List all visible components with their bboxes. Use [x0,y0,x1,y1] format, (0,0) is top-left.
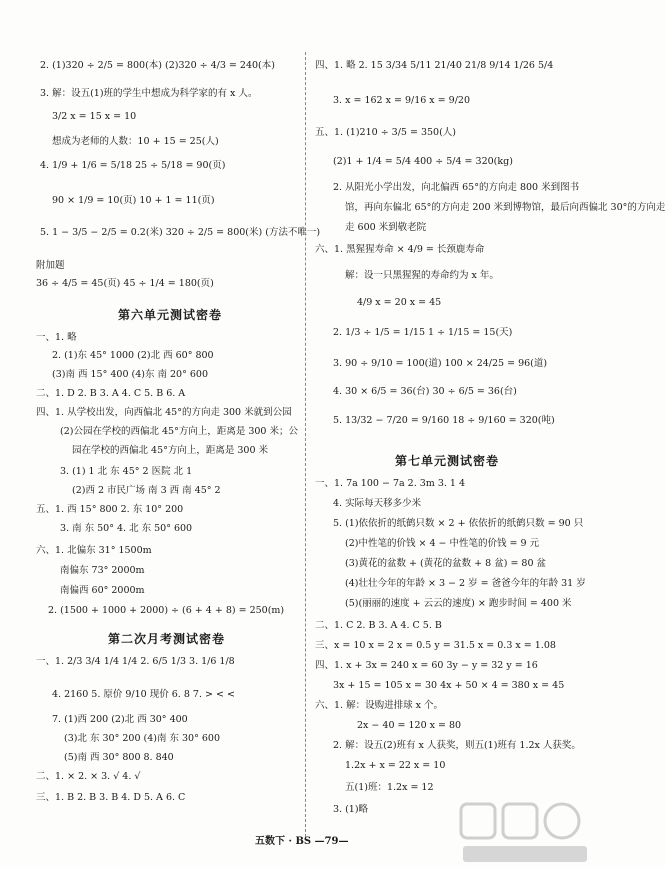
answer-line: 三、x = 10 x = 2 x = 0.5 y = 31.5 x = 0.3 x = 1.08 [315,640,556,651]
answer-line: 园在学校的西偏北 45°方向上，距离是 300 米 [72,445,269,456]
answer-line: 4. 2160 5. 原价 9/10 现价 6. 8 7. > < < [52,689,235,700]
answer-line: 2. (1)东 45° 1000 (2)北 西 60° 800 [52,350,214,361]
answer-line: 5. (1)依依折的纸鹤只数 × 2 + 依依折的纸鹤只数 = 90 只 [333,518,584,529]
answer-line: 六、1. 黑猩猩寿命 × 4/9 = 长颈鹿寿命 [315,244,485,255]
answer-line: (2)中性笔的价钱 × 4 − 中性笔的价钱 = 9 元 [345,538,540,549]
answer-line: 5. 13/32 − 7/20 = 9/160 18 ÷ 9/160 = 320(吨) [333,415,555,426]
answer-line: 南偏西 60° 2000m [60,585,145,596]
answer-line: 三、1. B 2. B 3. B 4. D 5. A 6. C [36,792,186,803]
answer-line: (2)1 + 1/4 = 5/4 400 ÷ 5/4 = 320(kg) [333,156,513,167]
answer-line: 2. 1/3 ÷ 1/5 = 1/15 1 ÷ 1/15 = 15(天) [333,327,513,338]
answer-line: 3. 90 ÷ 9/10 = 100(道) 100 × 24/25 = 96(道) [333,358,548,369]
answer-line: 走 600 米到敬老院 [345,222,427,233]
answer-line: 六、1. 北偏东 31° 1500m [36,545,152,556]
answer-line: 2. (1)320 ÷ 2/5 = 800(本) (2)320 ÷ 4/3 = 240(本) [40,60,275,71]
answer-line: 3. 南 东 50° 4. 北 东 50° 600 [60,523,193,534]
answer-line: 4. 实际每天移多少米 [333,498,422,509]
answer-line: 五、1. (1)210 ÷ 3/5 = 350(人) [315,127,457,138]
answer-line: (5)南 西 30° 800 8. 840 [64,752,174,763]
answer-line: 五、1. 西 15° 800 2. 东 10° 200 [36,504,184,515]
answer-line: 3. x = 162 x = 9/16 x = 9/20 [333,95,470,106]
answer-line: (2)西 2 市民广场 南 3 西 南 45° 2 [72,485,221,496]
answer-line: 想成为老师的人数：10 + 15 = 25(人) [52,136,219,147]
answer-line: (5)(丽丽的速度 + 云云的速度) × 跑步时间 = 400 米 [345,598,572,609]
answer-line: 4. 30 × 6/5 = 36(台) 30 ÷ 6/5 = 36(台) [333,386,517,397]
answer-line: 3. 解：设五(1)班的学生中想成为科学家的有 x 人。 [40,88,258,99]
right-column [305,0,665,869]
answer-line: 2. 解：设五(2)班有 x 人获奖，则五(1)班有 1.2x 人获奖。 [333,740,581,751]
answer-line: (2)公园在学校的西偏北 45°方向上，距离是 300 米；公 [60,426,298,437]
left-column [0,0,321,869]
answer-line: 1.2x + x = 22 x = 10 [345,760,446,771]
answer-line: 3/2 x = 15 x = 10 [52,111,137,122]
answer-line: 四、1. 从学校出发，向西偏北 45°的方向走 300 米就到公园 [36,407,292,418]
answer-line: 4/9 x = 20 x = 45 [357,297,442,308]
answer-line: 附加题 [36,260,65,271]
answer-line: 2x − 40 = 120 x = 80 [357,720,462,731]
section-heading: 第六单元测试密卷 [118,308,223,322]
answer-line: 90 × 1/9 = 10(页) 10 + 1 = 11(页) [52,195,215,206]
answer-line: 解：设一只黑猩猩的寿命约为 x 年。 [345,270,499,281]
section-heading: 第七单元测试密卷 [395,454,500,468]
answer-line: 五(1)班：1.2x = 12 [345,782,434,793]
answer-line: 2. (1500 + 1000 + 2000) ÷ (6 + 4 + 8) = 250(m) [48,605,285,616]
answer-line: 四、1. x + 3x = 240 x = 60 3y − y = 32 y = 16 [315,660,538,671]
answer-line: 5. 1 − 3/5 − 2/5 = 0.2(米) 320 ÷ 2/5 = 800(米) (方法不唯一) [40,227,321,238]
answer-line: 7. (1)西 200 (2)北 西 30° 400 [52,714,188,725]
answer-line: 馆，再向东偏北 65°的方向走 200 米到博物馆，最后向西偏北 30°的方向走 [345,202,665,213]
page-footer: 五数下 · BS —79— [255,836,349,847]
answer-line: 36 ÷ 4/5 = 45(页) 45 ÷ 1/4 = 180(页) [36,278,214,289]
section-heading: 第二次月考测试密卷 [108,632,226,646]
answer-line: 六、1. 解：设购进排球 x 个。 [315,700,443,711]
answer-line: 二、1. D 2. B 3. A 4. C 5. B 6. A [36,388,186,399]
answer-line: 3. (1) 1 北 东 45° 2 医院 北 1 [60,466,193,477]
answer-line: 2. 从阳光小学出发，向北偏西 65°的方向走 800 米到图书 [333,182,580,193]
answer-line: 四、1. 略 2. 15 3/34 5/11 21/40 21/8 9/14 1/26 5/4 [315,60,554,71]
answer-line: 二、1. × 2. × 3. √ 4. √ [36,771,141,782]
answer-line: 南偏东 73° 2000m [60,565,145,576]
answer-line: 一、1. 略 [36,332,77,343]
answer-line: 3. (1)略 [333,804,369,815]
answer-line: (3)南 西 15° 400 (4)东 南 20° 600 [52,369,208,380]
answer-line: 3x + 15 = 105 x = 30 4x + 50 × 4 = 380 x = 45 [333,680,565,691]
answer-line: (4)壮壮今年的年龄 × 3 − 2 岁 = 爸爸今年的年龄 31 岁 [345,578,586,589]
answer-line: 二、1. C 2. B 3. A 4. C 5. B [315,620,442,631]
answer-line: (3)北 东 30° 200 (4)南 东 30° 600 [64,733,220,744]
answer-line: 一、1. 2/3 3/4 1/4 1/4 2. 6/5 1/3 3. 1/6 1/8 [36,656,235,667]
answer-line: (3)黄花的盆数 + (黄花的盆数 + 8 盆) = 80 盆 [345,558,547,569]
answer-line: 4. 1/9 + 1/6 = 5/18 25 ÷ 5/18 = 90(页) [40,160,226,171]
answer-line: 一、1. 7a 100 − 7a 2. 3m 3. 1 4 [315,478,466,489]
watermark-logo [455,800,595,866]
